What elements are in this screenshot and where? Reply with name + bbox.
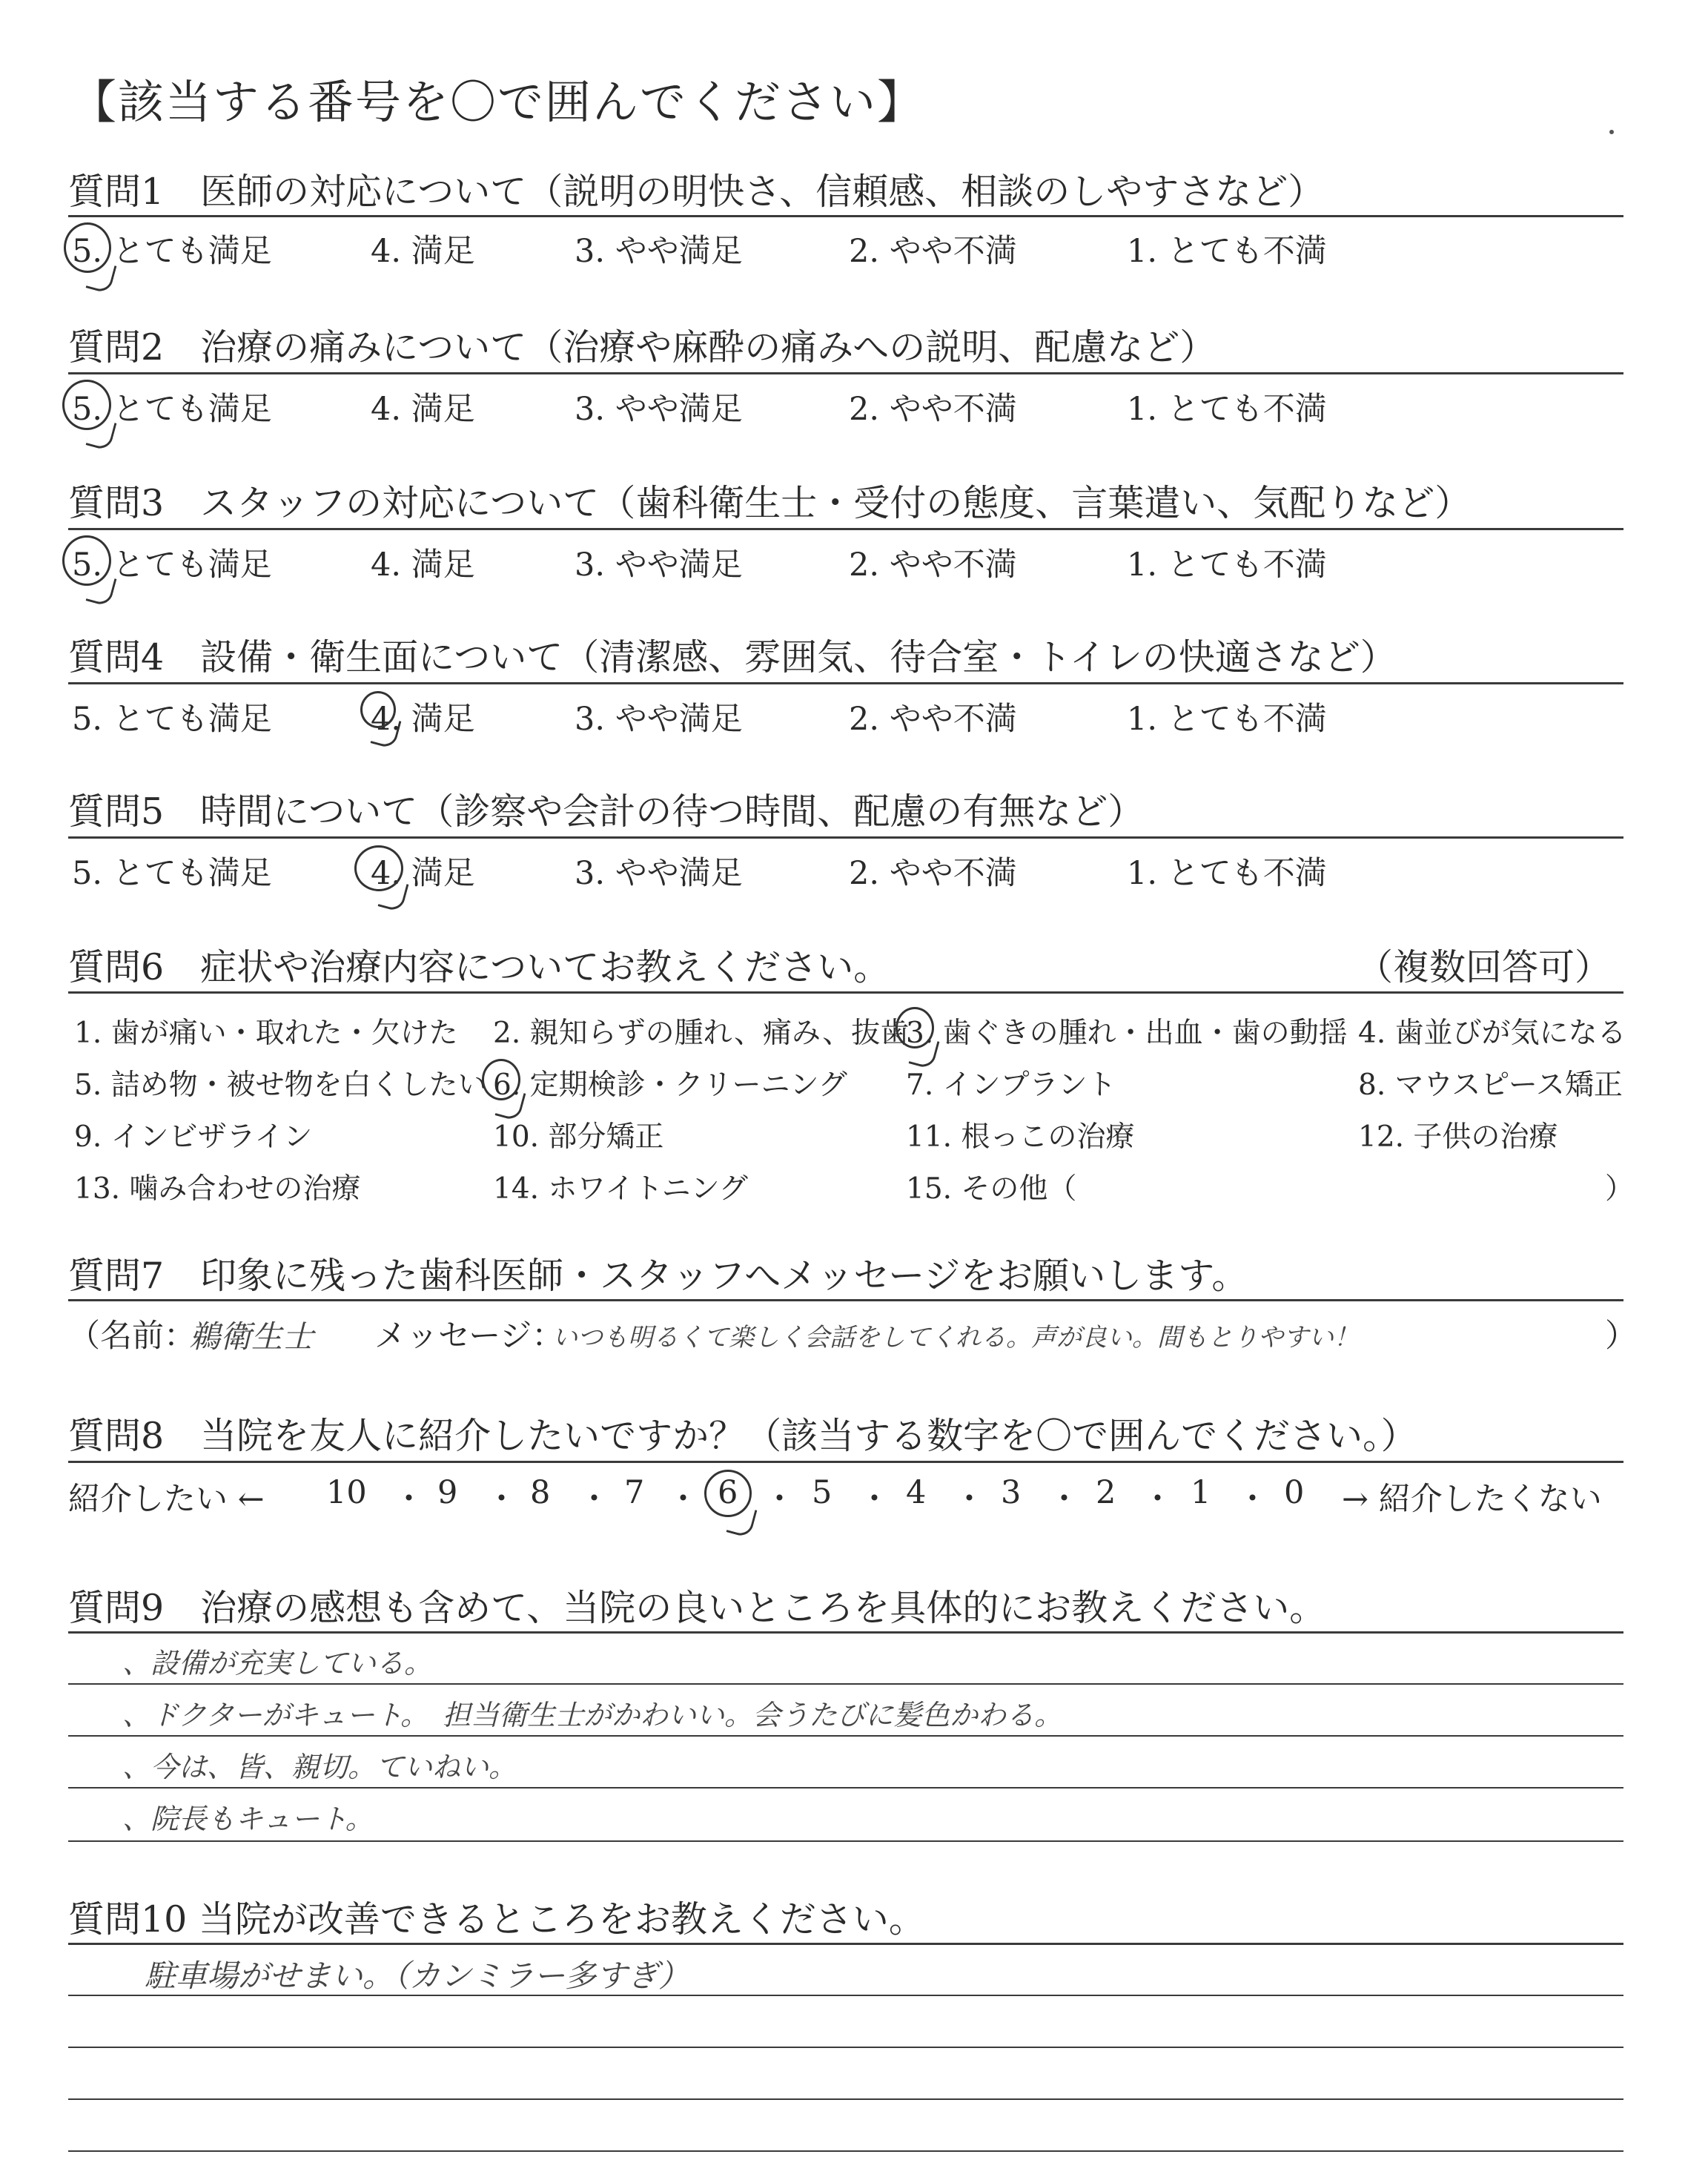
page-title: 【該当する番号を〇で囲んでください】: [70, 75, 925, 129]
q1-option-2[interactable]: 2. やや不満: [849, 233, 1017, 270]
q8-scale-6[interactable]: 6: [718, 1474, 738, 1511]
q3-option-3[interactable]: 3. やや満足: [575, 546, 743, 584]
q10-rule-2: [68, 2047, 1623, 2048]
q4-heading: 質問4 設備・衛生面について（清潔感、雰囲気、待合室・トイレの快適さなど）: [68, 636, 1397, 678]
q8-scale-10[interactable]: 10: [326, 1474, 367, 1511]
q2-selected-circle: [62, 380, 111, 430]
q6-rule: [68, 991, 1623, 994]
q7-close-paren: ）: [1605, 1318, 1637, 1355]
q2-heading: 質問2 治療の痛みについて（治療や麻酔の痛みへの説明、配慮など）: [68, 326, 1217, 369]
q8-scale-9[interactable]: 9: [437, 1474, 458, 1511]
q4-option-1[interactable]: 1. とても不満: [1127, 701, 1327, 738]
q1-option-4[interactable]: 4. 満足: [371, 233, 475, 270]
q7-heading: 質問7 印象に残った歯科医師・スタッフへメッセージをお願いします。: [68, 1255, 1248, 1297]
q10-heading: 質問10 当院が改善できるところをお教えください。: [68, 1898, 925, 1941]
q9-heading: 質問9 治療の感想も含めて、当院の良いところを具体的にお教えください。: [68, 1587, 1326, 1629]
q6-selected-circle-6: [482, 1059, 520, 1100]
q9-rule-2: [68, 1735, 1623, 1737]
q8-scale-sep: ・: [953, 1481, 985, 1518]
q9-rule-3: [68, 1787, 1623, 1789]
q2-option-4[interactable]: 4. 満足: [371, 391, 475, 428]
q4-rule: [68, 682, 1623, 684]
q3-option-4[interactable]: 4. 満足: [371, 546, 475, 584]
q7-name-label: （名前：: [68, 1318, 196, 1355]
q5-option-1[interactable]: 1. とても不満: [1127, 855, 1327, 892]
q5-selected-circle: [354, 845, 403, 891]
q6-option-10[interactable]: 10. 部分矯正: [493, 1120, 664, 1154]
q9-answer-line-1[interactable]: 、設備が充実している。: [122, 1647, 433, 1680]
q2-option-5[interactable]: 5. とても満足: [72, 391, 272, 428]
q6-option-7[interactable]: 7. インプラント: [906, 1069, 1116, 1102]
q6-option-8[interactable]: 8. マウスピース矯正: [1358, 1069, 1623, 1102]
q1-option-1[interactable]: 1. とても不満: [1127, 233, 1327, 270]
q5-option-4[interactable]: 4. 満足: [371, 855, 475, 892]
q6-heading: 質問6 症状や治療内容についてお教えください。: [68, 946, 890, 988]
q8-scale-sep: ・: [667, 1481, 699, 1518]
q6-other-close: ）: [1605, 1172, 1635, 1206]
q1-heading: 質問1 医師の対応について（説明の明快さ、信頼感、相談のしやすさなど）: [68, 171, 1325, 213]
q9-rule-4: [68, 1840, 1623, 1842]
q5-option-3[interactable]: 3. やや満足: [575, 855, 743, 892]
q8-scale-sep: ・: [1237, 1481, 1268, 1518]
q3-option-5[interactable]: 5. とても満足: [72, 546, 272, 584]
q8-scale-8[interactable]: 8: [530, 1474, 551, 1511]
q8-scale-sep: ・: [486, 1481, 517, 1518]
q1-option-5[interactable]: 5. とても満足: [72, 233, 272, 270]
q8-scale-sep: ・: [578, 1481, 610, 1518]
q8-scale-sep: ・: [1048, 1481, 1080, 1518]
q2-option-3[interactable]: 3. やや満足: [575, 391, 743, 428]
q2-option-1[interactable]: 1. とても不満: [1127, 391, 1327, 428]
q8-heading: 質問8 当院を友人に紹介したいですか？（該当する数字を〇で囲んでください。）: [68, 1415, 1417, 1457]
q6-option-1[interactable]: 1. 歯が痛い・取れた・欠けた: [74, 1017, 458, 1050]
q9-rule-0: [68, 1631, 1623, 1634]
q6-note: （複数回答可）: [1357, 946, 1612, 988]
q8-scale-0[interactable]: 0: [1284, 1474, 1305, 1511]
q4-option-2[interactable]: 2. やや不満: [849, 701, 1017, 738]
q5-option-5[interactable]: 5. とても満足: [72, 855, 272, 892]
q8-scale-sep: ・: [764, 1481, 795, 1518]
q6-option-14[interactable]: 14. ホワイトニング: [493, 1172, 748, 1206]
q1-option-3[interactable]: 3. やや満足: [575, 233, 743, 270]
q6-option-12[interactable]: 12. 子供の治療: [1358, 1120, 1558, 1154]
q9-answer-line-2[interactable]: 、ドクターがキュート。 担当衛生士がかわいい。会うたびに髪色かわる。: [122, 1699, 1063, 1731]
q8-left-label: 紹介したい ←: [68, 1481, 265, 1518]
q8-scale-5[interactable]: 5: [812, 1474, 833, 1511]
q8-right-label: → 紹介したくない: [1342, 1481, 1602, 1518]
q3-selected-circle: [62, 535, 111, 586]
q4-option-5[interactable]: 5. とても満足: [72, 701, 272, 738]
q6-option-13[interactable]: 13. 噛み合わせの治療: [74, 1172, 361, 1206]
q8-scale-7[interactable]: 7: [624, 1474, 645, 1511]
q6-option-4[interactable]: 4. 歯並びが気になる: [1358, 1017, 1626, 1050]
q8-rule: [68, 1461, 1623, 1463]
q8-scale-sep: ・: [393, 1481, 425, 1518]
q5-heading: 質問5 時間について（診察や会計の待つ時間、配慮の有無など）: [68, 790, 1145, 833]
q10-rule-3: [68, 2098, 1623, 2100]
q6-selected-circle-3: [896, 1007, 934, 1048]
q3-heading: 質問3 スタッフの対応について（歯科衛生士・受付の態度、言葉遣い、気配りなど）: [68, 482, 1472, 524]
q3-option-2[interactable]: 2. やや不満: [849, 546, 1017, 584]
q10-answer-line-1[interactable]: 駐車場がせまい。（カンミラー多すぎ）: [145, 1958, 690, 1994]
q6-option-15[interactable]: 15. その他（: [906, 1172, 1077, 1206]
q8-scale-4[interactable]: 4: [906, 1474, 927, 1511]
q1-rule: [68, 215, 1623, 217]
stray-mark: [1609, 130, 1614, 134]
q9-answer-line-3[interactable]: 、今は、皆、親切。ていねい。: [122, 1751, 517, 1783]
q6-option-11[interactable]: 11. 根っこの治療: [906, 1120, 1135, 1154]
q5-rule: [68, 836, 1623, 839]
q4-selected-circle: [360, 691, 396, 728]
q4-option-4[interactable]: 4. 満足: [371, 701, 475, 738]
q6-option-2[interactable]: 2. 親知らずの腫れ、痛み、抜歯: [493, 1017, 910, 1050]
q7-rule: [68, 1299, 1623, 1301]
q8-scale-sep: ・: [1142, 1481, 1174, 1518]
q5-option-2[interactable]: 2. やや不満: [849, 855, 1017, 892]
q7-name-value[interactable]: 鵜衛生士: [189, 1318, 314, 1355]
q8-scale-1[interactable]: 1: [1191, 1474, 1211, 1511]
q1-selected-circle: [64, 222, 111, 273]
q10-rule-1: [68, 1995, 1623, 1996]
q9-rule-1: [68, 1683, 1623, 1685]
q10-rule-0: [68, 1943, 1623, 1945]
q3-option-1[interactable]: 1. とても不満: [1127, 546, 1327, 584]
q9-answer-line-4[interactable]: 、院長もキュート。: [122, 1803, 374, 1835]
q6-option-6[interactable]: 6. 定期検診・クリーニング: [493, 1069, 847, 1102]
q2-rule: [68, 372, 1623, 374]
q8-scale-3[interactable]: 3: [1001, 1474, 1022, 1511]
q6-option-3[interactable]: 3. 歯ぐきの腫れ・出血・歯の動揺: [906, 1017, 1348, 1050]
q2-option-2[interactable]: 2. やや不満: [849, 391, 1017, 428]
q6-option-5[interactable]: 5. 詰め物・被せ物を白くしたい: [74, 1069, 487, 1102]
q7-message-value[interactable]: いつも明るくて楽しく会話をしてくれる。声が良い。間もとりやすい！: [552, 1323, 1359, 1353]
q10-rule-4: [68, 2150, 1623, 2152]
q8-scale-2[interactable]: 2: [1096, 1474, 1116, 1511]
q7-message-label: メッセージ：: [374, 1318, 564, 1355]
q6-option-9[interactable]: 9. インビザライン: [74, 1120, 313, 1154]
q8-selected-circle: [704, 1470, 752, 1517]
q3-rule: [68, 528, 1623, 530]
q8-scale-sep: ・: [858, 1481, 890, 1518]
q4-option-3[interactable]: 3. やや満足: [575, 701, 743, 738]
